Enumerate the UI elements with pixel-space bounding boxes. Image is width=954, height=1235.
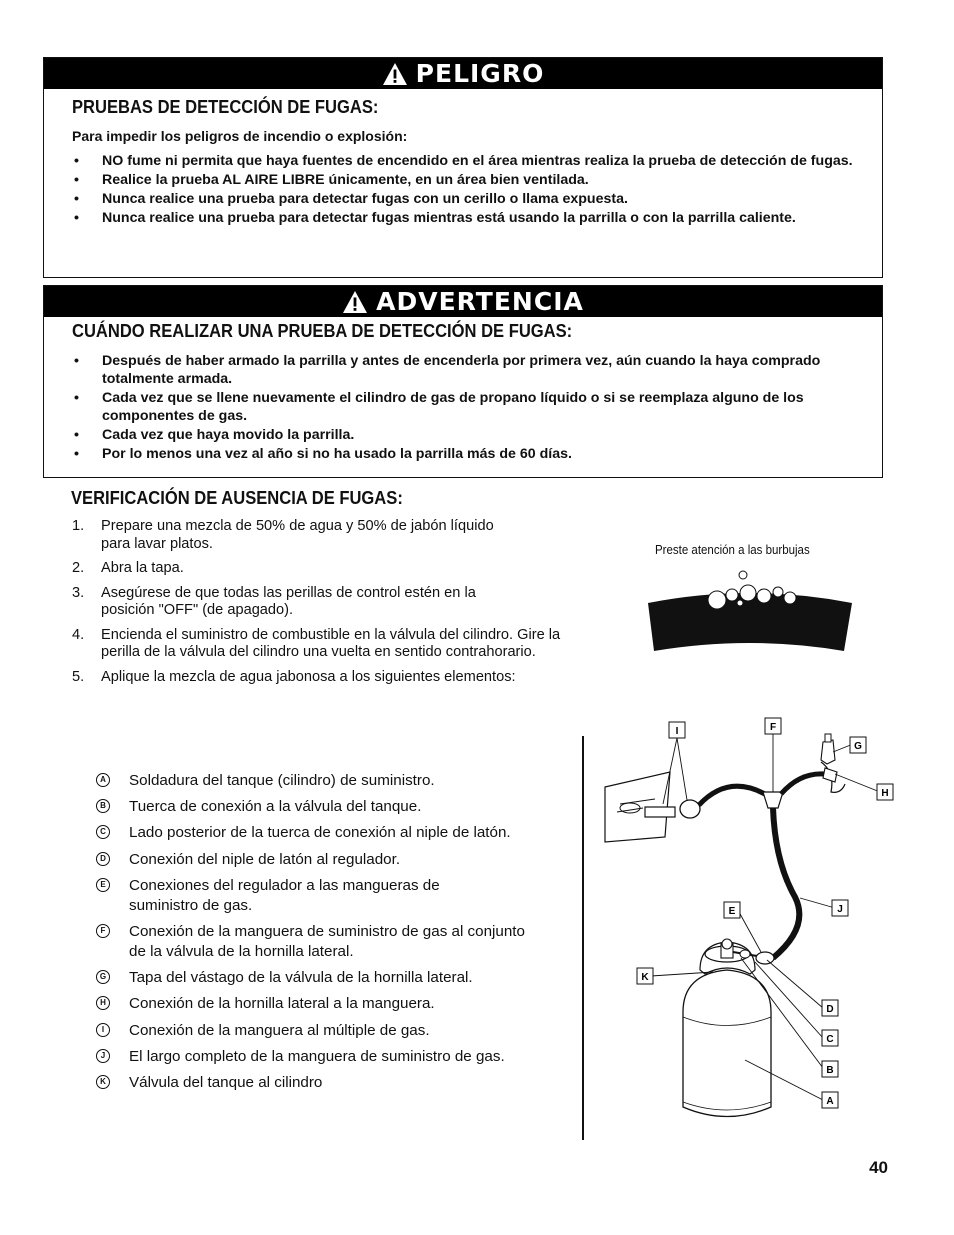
list-item: 2. Abra la tapa.: [72, 560, 184, 576]
danger-bullets: [72, 152, 856, 227]
page-number: 40: [869, 1158, 888, 1177]
list-item: B Tuerca de conexión a la válvula del tanque.: [96, 797, 566, 817]
list-item: • Nunca realice una prueba para detectar fugas con un cerillo o llama expuesta.: [72, 190, 856, 208]
letter-badge: K: [96, 1075, 110, 1089]
warning-bullets: [72, 352, 856, 463]
label-k: K: [641, 972, 649, 983]
danger-header-label: PELIGRO: [415, 59, 545, 88]
leak-test-title: PRUEBAS DE DETECCIÓN DE FUGAS:: [72, 97, 379, 117]
list-item: • Después de haber armado la parrilla y antes de encenderla por primera vez, aún cuando la haya comprado totalmente armada.: [72, 352, 856, 388]
letter-badge: B: [96, 799, 110, 813]
letter-badge: I: [96, 1023, 110, 1037]
letter-badge: C: [96, 825, 110, 839]
list-item: • Cada vez que haya movido la parrilla.: [72, 426, 856, 444]
list-item: G Tapa del vástago de la válvula de la hornilla lateral.: [96, 968, 566, 988]
list-item: • Nunca realice una prueba para detectar fugas mientras está usando la parrilla o con la parrilla caliente.: [72, 209, 856, 227]
danger-box: [43, 57, 883, 278]
warning-triangle-icon: [342, 290, 368, 314]
list-item: E Conexiones del regulador a las mangueras de suministro de gas.: [96, 876, 499, 916]
letter-badge: G: [96, 970, 110, 984]
letter-badge: D: [96, 852, 110, 866]
label-b: B: [826, 1065, 834, 1076]
list-item: C Lado posterior de la tuerca de conexión al niple de latón.: [96, 823, 566, 843]
list-item: A Soldadura del tanque (cilindro) de suministro.: [96, 771, 566, 791]
label-j: J: [837, 904, 843, 915]
list-item: • Realice la prueba AL AIRE LIBRE únicamente, en un área bien ventilada.: [72, 171, 856, 189]
label-f: F: [769, 722, 777, 733]
label-i: I: [675, 726, 679, 737]
letter-badge: H: [96, 996, 110, 1010]
danger-intro: Para impedir los peligros de incendio o explosión:: [72, 128, 408, 144]
label-g: G: [854, 741, 862, 752]
label-a: A: [826, 1096, 834, 1107]
list-item: • NO fume ni permita que haya fuentes de encendido en el área mientras realiza la prueba de detección de fugas.: [72, 152, 856, 170]
list-item: • Por lo menos una vez al año si no ha usado la parrilla más de 60 días.: [72, 445, 856, 463]
list-item: D Conexión del niple de latón al regulador.: [96, 850, 566, 870]
warning-box: [43, 285, 883, 478]
steps-list: [72, 518, 592, 693]
warning-triangle-icon: [382, 62, 408, 86]
list-item: H Conexión de la hornilla lateral a la manguera.: [96, 994, 566, 1014]
divider: [582, 736, 584, 1140]
list-item: J El largo completo de la manguera de suministro de gas.: [96, 1047, 566, 1067]
letter-badge: E: [96, 878, 110, 892]
list-item: 3. Asegúrese de que todas las perillas de control estén en la posición "OFF" (de apagado).: [72, 584, 476, 618]
list-item: K Válvula del tanque al cilindro: [96, 1073, 566, 1093]
label-e: E: [728, 906, 736, 917]
list-item: I Conexión de la manguera al múltiple de gas.: [96, 1021, 566, 1041]
gas-connection-diagram: [595, 712, 905, 1132]
list-item: 5. Aplique la mezcla de agua jabonosa a los siguientes elementos:: [72, 668, 516, 685]
label-d: D: [826, 1004, 834, 1015]
danger-header: [44, 58, 882, 89]
list-item: 1. Prepare una mezcla de 50% de agua y 50% de jabón líquido para lavar platos.: [72, 518, 494, 552]
bubble-caption: Preste atención a las burbujas: [655, 543, 810, 557]
letter-badge: F: [96, 924, 110, 938]
list-item: 4. Encienda el suministro de combustible en la válvula del cilindro. Gire la perilla de la válvula del cilindro una vuelta en sentido contrahorario.: [72, 626, 561, 660]
warning-header: [44, 286, 882, 317]
list-item: • Cada vez que se llene nuevamente el cilindro de gas de propano líquido o si se reemplaza alguno de los componentes de gas.: [72, 389, 856, 425]
parts-list: [96, 771, 566, 1099]
leak-check-title: VERIFICACIÓN DE AUSENCIA DE FUGAS:: [71, 488, 403, 508]
when-to-test-title: CUÁNDO REALIZAR UNA PRUEBA DE DETECCIÓN DE FUGAS:: [72, 321, 573, 341]
list-item: F Conexión de la manguera de suministro de gas al conjunto de la válvula de la hornilla lateral.: [96, 922, 539, 962]
letter-badge: A: [96, 773, 110, 787]
label-c: C: [826, 1034, 834, 1045]
warning-header-label: ADVERTENCIA: [376, 287, 584, 316]
bubbles-illustration: [640, 565, 860, 660]
label-h: H: [881, 788, 889, 799]
letter-badge: J: [96, 1049, 110, 1063]
